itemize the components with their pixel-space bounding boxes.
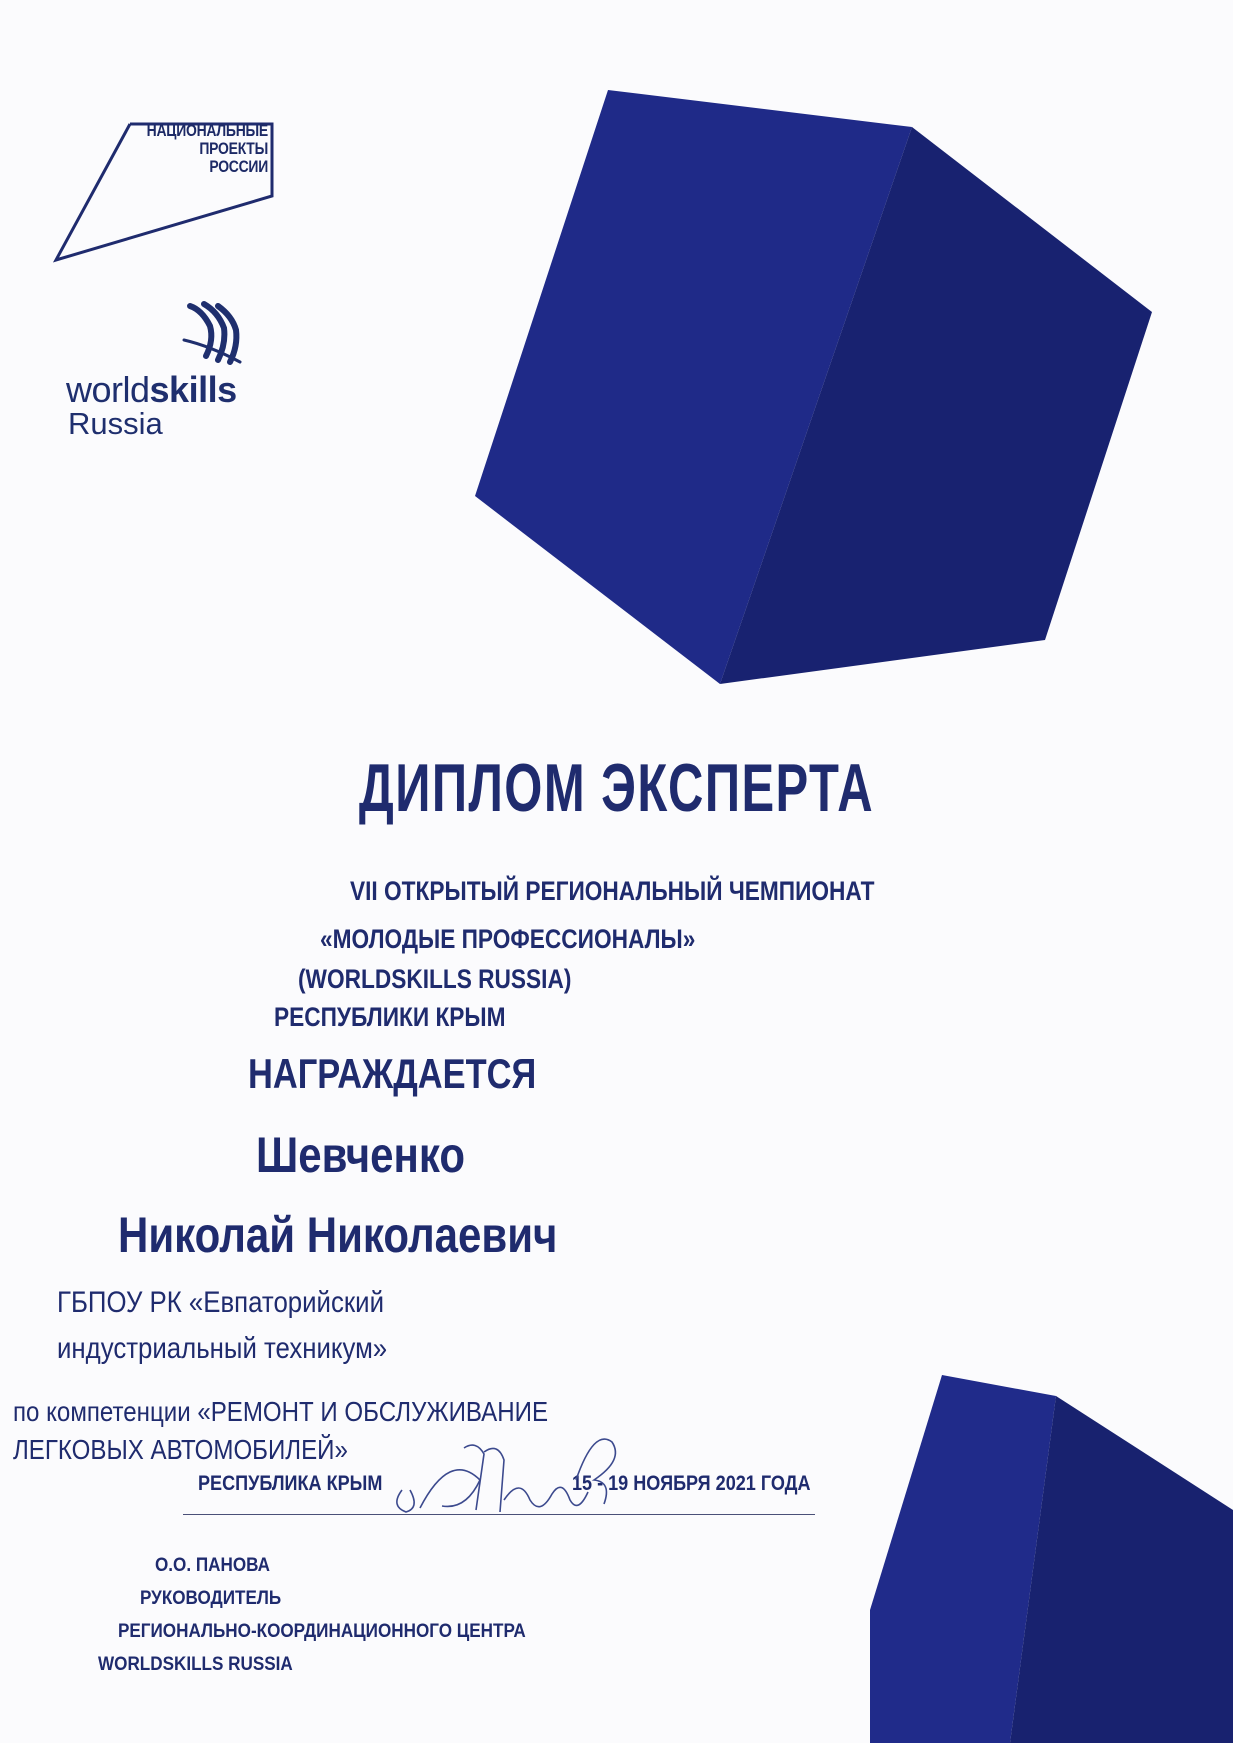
recipient-given-names: Николай Николаевич (118, 1207, 558, 1263)
decorative-cube-small (870, 1360, 1233, 1743)
signatory-position-line-1: РУКОВОДИТЕЛЬ (140, 1588, 282, 1609)
championship-line-3: (WORLDSKILLS RUSSIA) (298, 964, 572, 994)
organization-line-2: индустриальный техникум» (57, 1332, 388, 1365)
event-location: РЕСПУБЛИКА КРЫМ (198, 1472, 383, 1495)
signatory-position-line-2: РЕГИОНАЛЬНО-КООРДИНАЦИОННОГО ЦЕНТРА (118, 1621, 526, 1642)
national-projects-text: НАЦИОНАЛЬНЫЕ ПРОЕКТЫ РОССИИ (146, 121, 268, 176)
event-dates: 15 - 19 НОЯБРЯ 2021 ГОДА (572, 1472, 811, 1495)
signatory-position-line-3: WORLDSKILLS RUSSIA (98, 1654, 293, 1675)
signatory-name: О.О. ПАНОВА (155, 1555, 271, 1576)
national-projects-logo (40, 110, 280, 270)
diploma-title: ДИПЛОМ ЭКСПЕРТА (358, 750, 875, 826)
recipient-surname: Шевченко (256, 1127, 466, 1183)
worldskills-emblem-icon (180, 300, 250, 370)
worldskills-logo (66, 300, 266, 450)
championship-line-1: VII ОТКРЫТЫЙ РЕГИОНАЛЬНЫЙ ЧЕМПИОНАТ (350, 876, 875, 906)
competence-line-2: ЛЕГКОВЫХ АВТОМОБИЛЕЙ» (13, 1434, 348, 1465)
championship-line-2: «МОЛОДЫЕ ПРОФЕССИОНАЛЫ» (320, 924, 696, 954)
worldskills-wordmark: worldskills (66, 369, 237, 410)
signature-divider (183, 1514, 815, 1515)
competence-line-1: по компетенции «РЕМОНТ И ОБСЛУЖИВАНИЕ (13, 1396, 549, 1427)
awarded-label: НАГРАЖДАЕТСЯ (248, 1050, 537, 1097)
organization-line-1: ГБПОУ РК «Евпаторийский (57, 1286, 384, 1319)
worldskills-country: Russia (68, 406, 163, 441)
championship-line-4: РЕСПУБЛИКИ КРЫМ (274, 1002, 506, 1032)
